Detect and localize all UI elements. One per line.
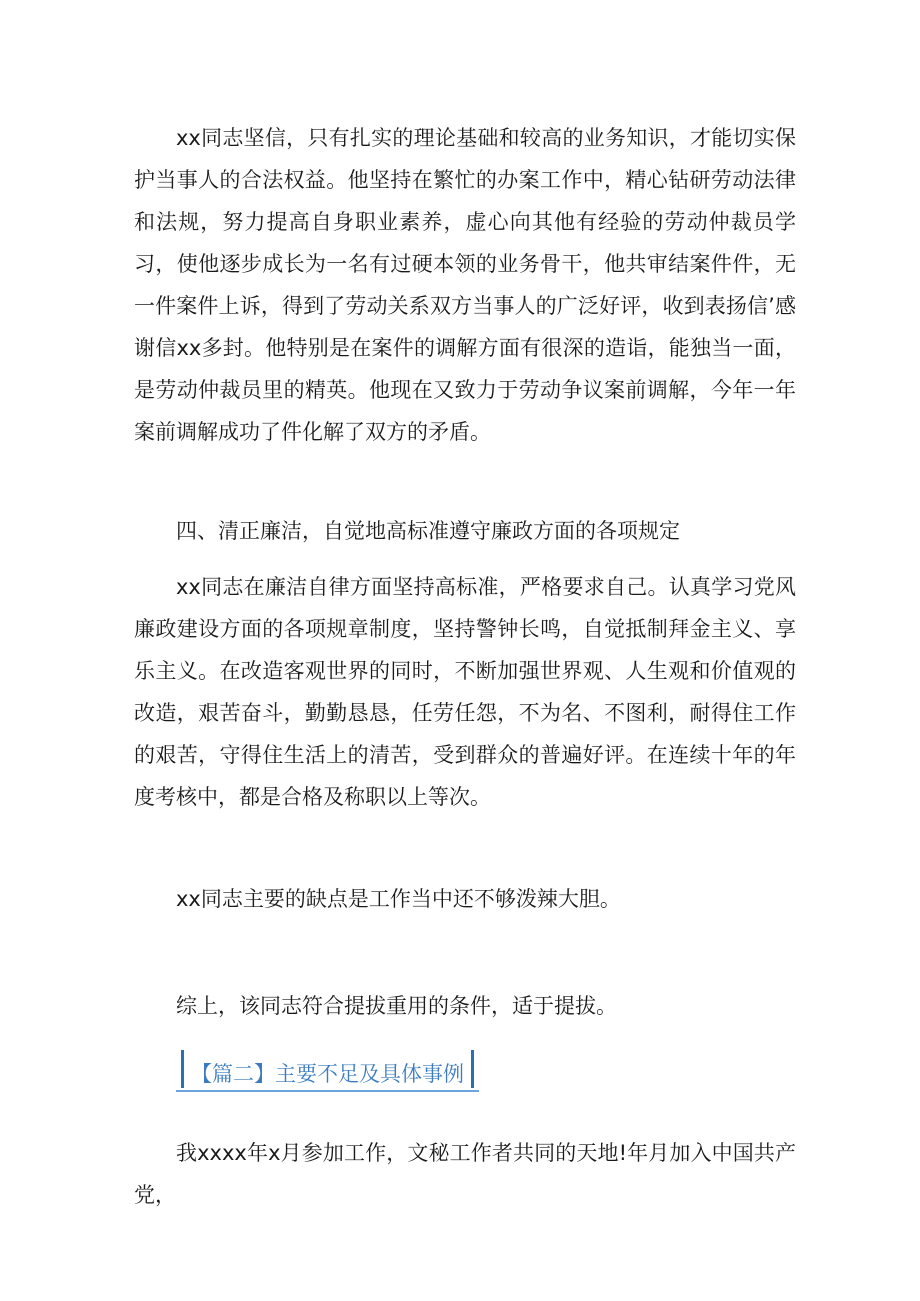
link-underline bbox=[176, 1090, 479, 1092]
left-bar-decoration bbox=[181, 1050, 184, 1088]
right-bar-decoration bbox=[471, 1050, 474, 1088]
paragraph-shortcoming: xx同志主要的缺点是工作当中还不够泼辣大胆。 bbox=[176, 887, 621, 911]
section-link-label: 【篇二】主要不足及具体事例 bbox=[191, 1062, 464, 1086]
paragraph-professional-skill: xx同志坚信，只有扎实的理论基础和较高的业务知识，才能切实保护当事人的合法权益。他坚持在繁忙的办案工作中，精心钻研劳动法律和法规，努力提高自身职业素养，虚心向其他有经验的劳动仲裁员学习，使他逐步成长为一名有过硬本领的业务骨干，他共审结案件件，无一件案件上诉，得到了劳动关系双方当事人的广泛好评，收到表扬信’感谢信xx多封。他特别是在案件的调解方面有很深的造诣，能独当一面，是劳动仲裁员里的精英。他现在又致力于劳动争议案前调解，今年一年案前调解成功了件化解了双方的矛盾。 bbox=[134, 126, 796, 444]
paragraph-conclusion: 综上，该同志符合提拔重用的条件，适于提拔。 bbox=[176, 994, 617, 1018]
paragraph-integrity: xx同志在廉洁自律方面坚持高标准，严格要求自己。认真学习党风廉政建设方面的各项规章制度，坚持警钟长鸣，自觉抵制拜金主义、享乐主义。在改造客观世界的同时，不断加强世界观、人生观和价值观的改造，艰苦奋斗，勤勤恳恳，任劳任怨，不为名、不图利，耐得住工作的艰苦，守得住生活上的清苦，受到群众的普遍好评。在连续十年的年度考核中，都是合格及称职以上等次。 bbox=[134, 575, 796, 809]
paragraph-intro-part-two: 我xxxx年x月参加工作，文秘工作者共同的天地!年月加入中国共产党， bbox=[134, 1141, 796, 1207]
section-link-part-two[interactable] bbox=[176, 1046, 479, 1092]
section-heading-integrity: 四、清正廉洁，自觉地高标准遵守廉政方面的各项规定 bbox=[176, 519, 680, 543]
